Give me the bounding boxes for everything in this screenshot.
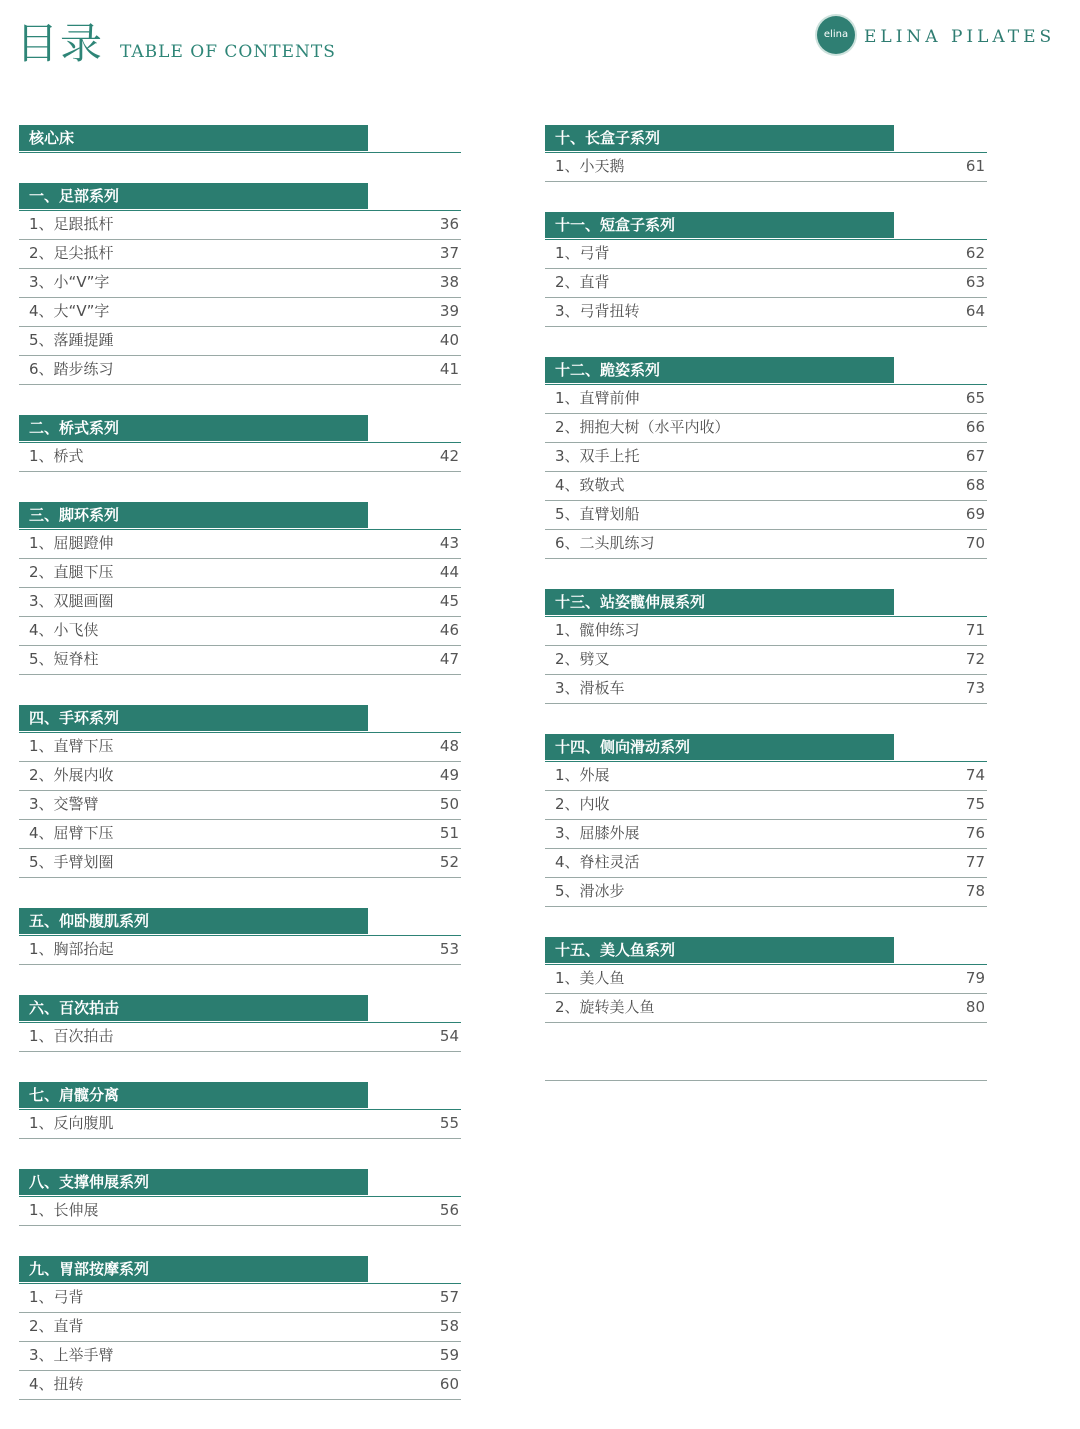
toc-entry-page: 36 [439,215,459,233]
toc-entry-page: 52 [439,853,459,871]
toc-entry[interactable] [545,646,987,675]
section-title[interactable]: 十二、跪姿系列 [545,357,894,383]
section-title[interactable]: 七、肩髋分离 [19,1082,368,1108]
section-title[interactable]: 一、足部系列 [19,183,368,209]
toc-entry-page: 57 [439,1288,459,1306]
section-header [19,501,461,530]
toc-entry-page: 67 [965,447,985,465]
toc-entry-page: 77 [965,853,985,871]
toc-entry-page: 47 [439,650,459,668]
toc-entry-label: 1、长伸展 [29,1201,99,1219]
toc-entry-page: 51 [439,824,459,842]
toc-entry-page: 40 [439,331,459,349]
toc-entry-label: 1、足跟抵杆 [29,215,114,233]
toc-section [545,356,987,559]
toc-entry-label: 3、滑板车 [555,679,625,697]
toc-entry-page: 58 [439,1317,459,1335]
toc-entry-page: 56 [439,1201,459,1219]
toc-entry-label: 3、双腿画圈 [29,592,114,610]
toc-section [545,124,987,182]
toc-entry[interactable] [545,617,987,646]
section-title[interactable]: 核心床 [19,125,368,151]
toc-section [19,704,461,878]
toc-entry-label: 4、小飞侠 [29,621,99,639]
toc-entry[interactable] [545,414,987,443]
blank-rule-row [545,1052,987,1081]
toc-entry[interactable] [19,849,461,878]
section-header [545,588,987,617]
toc-section [19,907,461,965]
toc-section [19,1168,461,1226]
brand-name: ELINA PILATES [864,27,1056,47]
toc-entry[interactable] [19,298,461,327]
toc-entry[interactable] [19,791,461,820]
toc-entry-page: 45 [439,592,459,610]
toc-entry-page: 39 [439,302,459,320]
toc-entry-label: 3、上举手臂 [29,1346,114,1364]
toc-entry-label: 1、髋伸练习 [555,621,640,639]
toc-entry-label: 5、滑冰步 [555,882,625,900]
toc-entry[interactable] [19,1110,461,1139]
section-header [19,704,461,733]
toc-entry[interactable] [545,530,987,559]
toc-entry-page: 49 [439,766,459,784]
toc-entry[interactable] [19,646,461,675]
section-header [19,124,461,153]
toc-entry-label: 5、手臂划圈 [29,853,114,871]
toc-entry-label: 1、弓背 [555,244,610,262]
toc-entry-label: 1、桥式 [29,447,84,465]
toc-entry[interactable] [19,530,461,559]
toc-entry[interactable] [545,298,987,327]
toc-entry-label: 2、直腿下压 [29,563,114,581]
toc-entry-page: 79 [965,969,985,987]
toc-entry[interactable] [545,472,987,501]
section-header [19,414,461,443]
toc-entry-label: 1、直臂前伸 [555,389,640,407]
toc-entry-label: 5、短脊柱 [29,650,99,668]
toc-entry-label: 2、外展内收 [29,766,114,784]
toc-entry-page: 42 [439,447,459,465]
toc-entry-page: 62 [965,244,985,262]
toc-entry-label: 5、落踵提踵 [29,331,114,349]
page-title: 目录 [16,19,105,68]
toc-entry[interactable] [19,617,461,646]
toc-entry-page: 38 [439,273,459,291]
toc-entry[interactable] [545,501,987,530]
toc-entry-label: 2、拥抱大树（水平内收） [555,418,730,436]
section-title[interactable]: 九、胃部按摩系列 [19,1256,368,1282]
toc-entry-page: 41 [439,360,459,378]
toc-entry-label: 3、屈膝外展 [555,824,640,842]
toc-entry[interactable] [19,820,461,849]
toc-entry-label: 4、大“V”字 [29,302,110,320]
toc-entry-label: 4、脊柱灵活 [555,853,640,871]
toc-entry-page: 65 [965,389,985,407]
brand-logo: elina [817,16,855,54]
toc-left-column [19,124,461,1429]
toc-entry-label: 5、直臂划船 [555,505,640,523]
toc-entry[interactable] [545,269,987,298]
toc-entry[interactable] [545,849,987,878]
toc-entry-label: 1、直臂下压 [29,737,114,755]
toc-entry[interactable] [19,211,461,240]
section-header [19,182,461,211]
toc-entry-label: 3、弓背扭转 [555,302,640,320]
toc-entry-page: 76 [965,824,985,842]
toc-entry[interactable] [545,878,987,907]
toc-entry[interactable] [19,1284,461,1313]
toc-entry-label: 2、内收 [555,795,610,813]
section-header [545,356,987,385]
section-title[interactable]: 八、支撑伸展系列 [19,1169,368,1195]
toc-right-column [545,124,987,1081]
section-header [545,124,987,153]
toc-entry[interactable] [19,936,461,965]
toc-entry-label: 1、美人鱼 [555,969,625,987]
toc-entry-label: 4、屈臂下压 [29,824,114,842]
toc-entry-page: 53 [439,940,459,958]
toc-entry[interactable] [545,240,987,269]
toc-entry-label: 4、扭转 [29,1375,84,1393]
toc-section [19,994,461,1052]
toc-entry-label: 2、足尖抵杆 [29,244,114,262]
section-title[interactable]: 十三、站姿髋伸展系列 [545,589,894,615]
toc-entry-label: 1、反向腹肌 [29,1114,114,1132]
toc-entry[interactable] [545,820,987,849]
toc-entry[interactable] [545,791,987,820]
section-header [545,211,987,240]
toc-section [19,414,461,472]
toc-entry-page: 64 [965,302,985,320]
toc-entry-label: 1、胸部抬起 [29,940,114,958]
section-title[interactable]: 十一、短盒子系列 [545,212,894,238]
toc-entry[interactable] [545,675,987,704]
toc-entry-label: 6、踏步练习 [29,360,114,378]
toc-entry[interactable] [19,327,461,356]
page-subtitle: TABLE OF CONTENTS [120,42,336,62]
toc-entry-page: 37 [439,244,459,262]
toc-entry-page: 48 [439,737,459,755]
toc-entry-page: 50 [439,795,459,813]
toc-entry-label: 4、致敬式 [555,476,625,494]
toc-entry-page: 69 [965,505,985,523]
section-header [545,733,987,762]
section-header [19,1255,461,1284]
toc-entry[interactable] [19,733,461,762]
toc-section [19,1255,461,1400]
toc-entry-page: 46 [439,621,459,639]
toc-section [545,733,987,907]
toc-entry-label: 3、小“V”字 [29,273,110,291]
toc-entry-label: 3、双手上托 [555,447,640,465]
toc-section [19,1081,461,1139]
toc-entry[interactable] [545,994,987,1023]
toc-entry-page: 73 [965,679,985,697]
toc-entry-page: 44 [439,563,459,581]
toc-entry-label: 3、交警臂 [29,795,99,813]
toc-entry-label: 2、直背 [555,273,610,291]
toc-entry[interactable] [19,588,461,617]
toc-entry-page: 66 [965,418,985,436]
toc-entry-page: 74 [965,766,985,784]
toc-entry-label: 1、弓背 [29,1288,84,1306]
toc-entry-label: 2、劈叉 [555,650,610,668]
toc-entry-label: 2、直背 [29,1317,84,1335]
toc-entry-label: 1、屈腿蹬伸 [29,534,114,552]
toc-entry-label: 2、旋转美人鱼 [555,998,655,1016]
toc-section [545,936,987,1023]
toc-entry-page: 78 [965,882,985,900]
toc-entry-page: 59 [439,1346,459,1364]
section-header [545,936,987,965]
section-header [19,994,461,1023]
section-header [19,1168,461,1197]
toc-entry[interactable] [19,356,461,385]
toc-entry-page: 61 [965,157,985,175]
toc-entry[interactable] [19,1371,461,1400]
toc-entry-page: 68 [965,476,985,494]
section-title[interactable]: 六、百次拍击 [19,995,368,1021]
toc-entry[interactable] [19,1197,461,1226]
toc-entry[interactable] [19,1342,461,1371]
section-header [19,1081,461,1110]
toc-entry-page: 63 [965,273,985,291]
section-title[interactable]: 十五、美人鱼系列 [545,937,894,963]
toc-entry[interactable] [19,443,461,472]
section-title[interactable]: 五、仰卧腹肌系列 [19,908,368,934]
toc-entry-page: 80 [965,998,985,1016]
toc-entry[interactable] [19,559,461,588]
section-title[interactable]: 三、脚环系列 [19,502,368,528]
toc-entry[interactable] [19,269,461,298]
toc-section [19,124,461,153]
toc-entry[interactable] [545,385,987,414]
toc-entry-page: 55 [439,1114,459,1132]
toc-entry-page: 75 [965,795,985,813]
toc-entry[interactable] [19,762,461,791]
toc-entry[interactable] [545,965,987,994]
toc-entry-label: 6、二头肌练习 [555,534,655,552]
toc-entry[interactable] [545,153,987,182]
toc-entry-label: 1、外展 [555,766,610,784]
toc-entry-page: 71 [965,621,985,639]
toc-section [19,501,461,675]
toc-entry-label: 1、百次拍击 [29,1027,114,1045]
section-title[interactable]: 四、手环系列 [19,705,368,731]
toc-entry-page: 70 [965,534,985,552]
toc-entry-page: 72 [965,650,985,668]
toc-section [545,588,987,704]
toc-entry-label: 1、小天鹅 [555,157,625,175]
section-header [19,907,461,936]
toc-entry-page: 54 [439,1027,459,1045]
section-title[interactable]: 十四、侧向滑动系列 [545,734,894,760]
section-title[interactable]: 二、桥式系列 [19,415,368,441]
toc-entry[interactable] [19,1313,461,1342]
toc-section [545,211,987,327]
section-title[interactable]: 十、长盒子系列 [545,125,894,151]
toc-entry[interactable] [19,1023,461,1052]
toc-entry[interactable] [545,762,987,791]
toc-entry-page: 60 [439,1375,459,1393]
toc-section [19,182,461,385]
toc-entry[interactable] [19,240,461,269]
toc-entry[interactable] [545,443,987,472]
toc-entry-page: 43 [439,534,459,552]
